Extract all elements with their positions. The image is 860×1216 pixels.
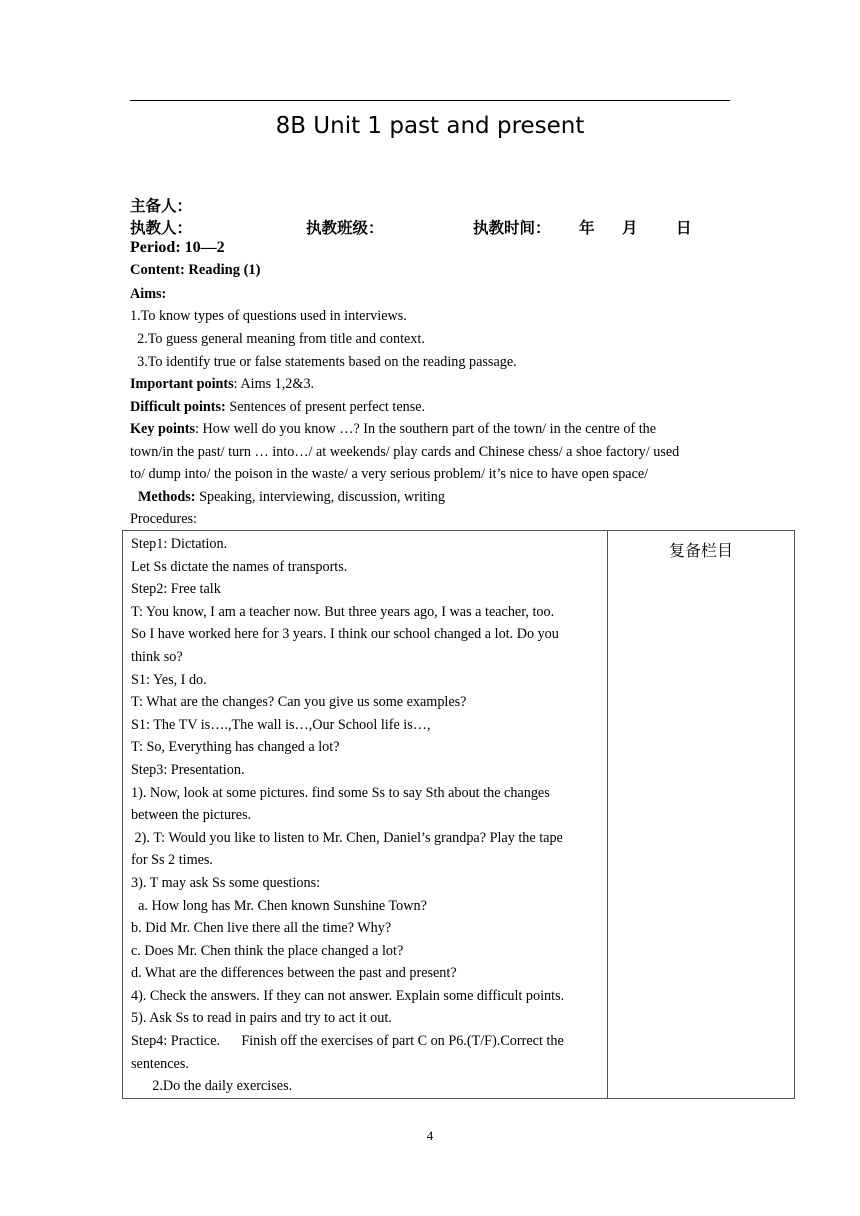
key-points-line: town/in the past/ turn … into…/ at weekends/ play cards and Chinese chess/ a shoe factory/ used — [130, 444, 680, 460]
aims-label: Aims: — [130, 286, 167, 302]
procedure-line: a. How long has Mr. Chen known Sunshine Town? — [131, 897, 427, 914]
procedure-line: T: What are the changes? Can you give us some examples? — [131, 694, 467, 711]
procedure-line: Step2: Free talk — [131, 581, 221, 598]
key-points: Key points: How well do you know …? In the southern part of the town/ in the centre of the — [130, 421, 657, 437]
year-label: 年 — [579, 219, 595, 237]
procedure-line: d. What are the differences between the past and present? — [131, 965, 457, 982]
procedures-cell — [123, 531, 608, 1099]
procedure-line: between the pictures. — [131, 807, 252, 824]
side-column-title: 复备栏目 — [668, 541, 733, 560]
key-points-line: to/ dump into/ the poison in the waste/ a very serious problem/ it’s nice to have open space/ — [130, 466, 649, 482]
procedure-line: 4). Check the answers. If they can not answer. Explain some difficult points. — [131, 987, 565, 1004]
preparer-label: 主备人： — [130, 197, 193, 215]
procedure-line: c. Does Mr. Chen think the place changed a lot? — [131, 942, 404, 959]
period-label: Period: 10—2 — [130, 239, 225, 256]
procedure-line: think so? — [131, 648, 183, 665]
aim-item: 2.To guess general meaning from title and context. — [130, 331, 425, 347]
side-column-cell — [608, 531, 795, 1099]
procedure-line: Let Ss dictate the names of transports. — [131, 558, 348, 575]
procedure-line: So I have worked here for 3 years. I think our school changed a lot. Do you — [131, 626, 559, 643]
page-title: 8B Unit 1 past and present — [275, 113, 585, 139]
procedure-line: 5). Ask Ss to read in pairs and try to act it out. — [131, 1010, 392, 1027]
month-label: 月 — [622, 219, 638, 237]
procedures-table — [122, 530, 795, 1099]
top-rule — [130, 100, 730, 101]
teacher-label: 执教人： — [130, 219, 193, 237]
procedure-line: 2). T: Would you like to listen to Mr. Chen, Daniel’s grandpa? Play the tape — [131, 829, 563, 846]
procedure-line: 2.Do the daily exercises. — [131, 1078, 293, 1095]
procedure-line: S1: The TV is….,The wall is…,Our School life is…, — [131, 716, 431, 733]
procedure-line: b. Did Mr. Chen live there all the time? Why? — [131, 920, 392, 937]
procedure-line: S1: Yes, I do. — [131, 671, 207, 688]
procedure-line: T: You know, I am a teacher now. But three years ago, I was a teacher, too. — [131, 603, 555, 620]
procedure-line: sentences. — [131, 1055, 189, 1072]
difficult-points: Difficult points: Sentences of present perfect tense. — [130, 399, 426, 415]
procedure-line: Step3: Presentation. — [131, 761, 245, 778]
time-label: 执教时间： — [473, 219, 551, 237]
page-number: 4 — [426, 1128, 434, 1143]
important-points: Important points: Aims 1,2&3. — [130, 376, 315, 392]
content-label: Content: Reading (1) — [130, 262, 261, 278]
procedure-line: Step1: Dictation. — [131, 536, 228, 552]
procedure-line: for Ss 2 times. — [131, 852, 213, 869]
aim-item: 1.To know types of questions used in interviews. — [130, 308, 407, 324]
procedure-line: 3). T may ask Ss some questions: — [131, 874, 321, 891]
procedure-line: 1). Now, look at some pictures. find some Ss to say Sth about the changes — [131, 784, 550, 801]
procedure-line: Step4: Practice. Finish off the exercises of part C on P6.(T/F).Correct the — [131, 1033, 564, 1050]
day-label: 日 — [676, 219, 692, 237]
procedure-line: T: So, Everything has changed a lot? — [131, 739, 340, 756]
class-label: 执教班级： — [306, 219, 384, 237]
procedure-lines — [123, 531, 607, 1098]
procedures-label: Procedures: — [130, 511, 197, 527]
aim-item: 3.To identify true or false statements based on the reading passage. — [130, 354, 517, 370]
methods: Methods: Speaking, interviewing, discussion, writing — [138, 489, 445, 505]
